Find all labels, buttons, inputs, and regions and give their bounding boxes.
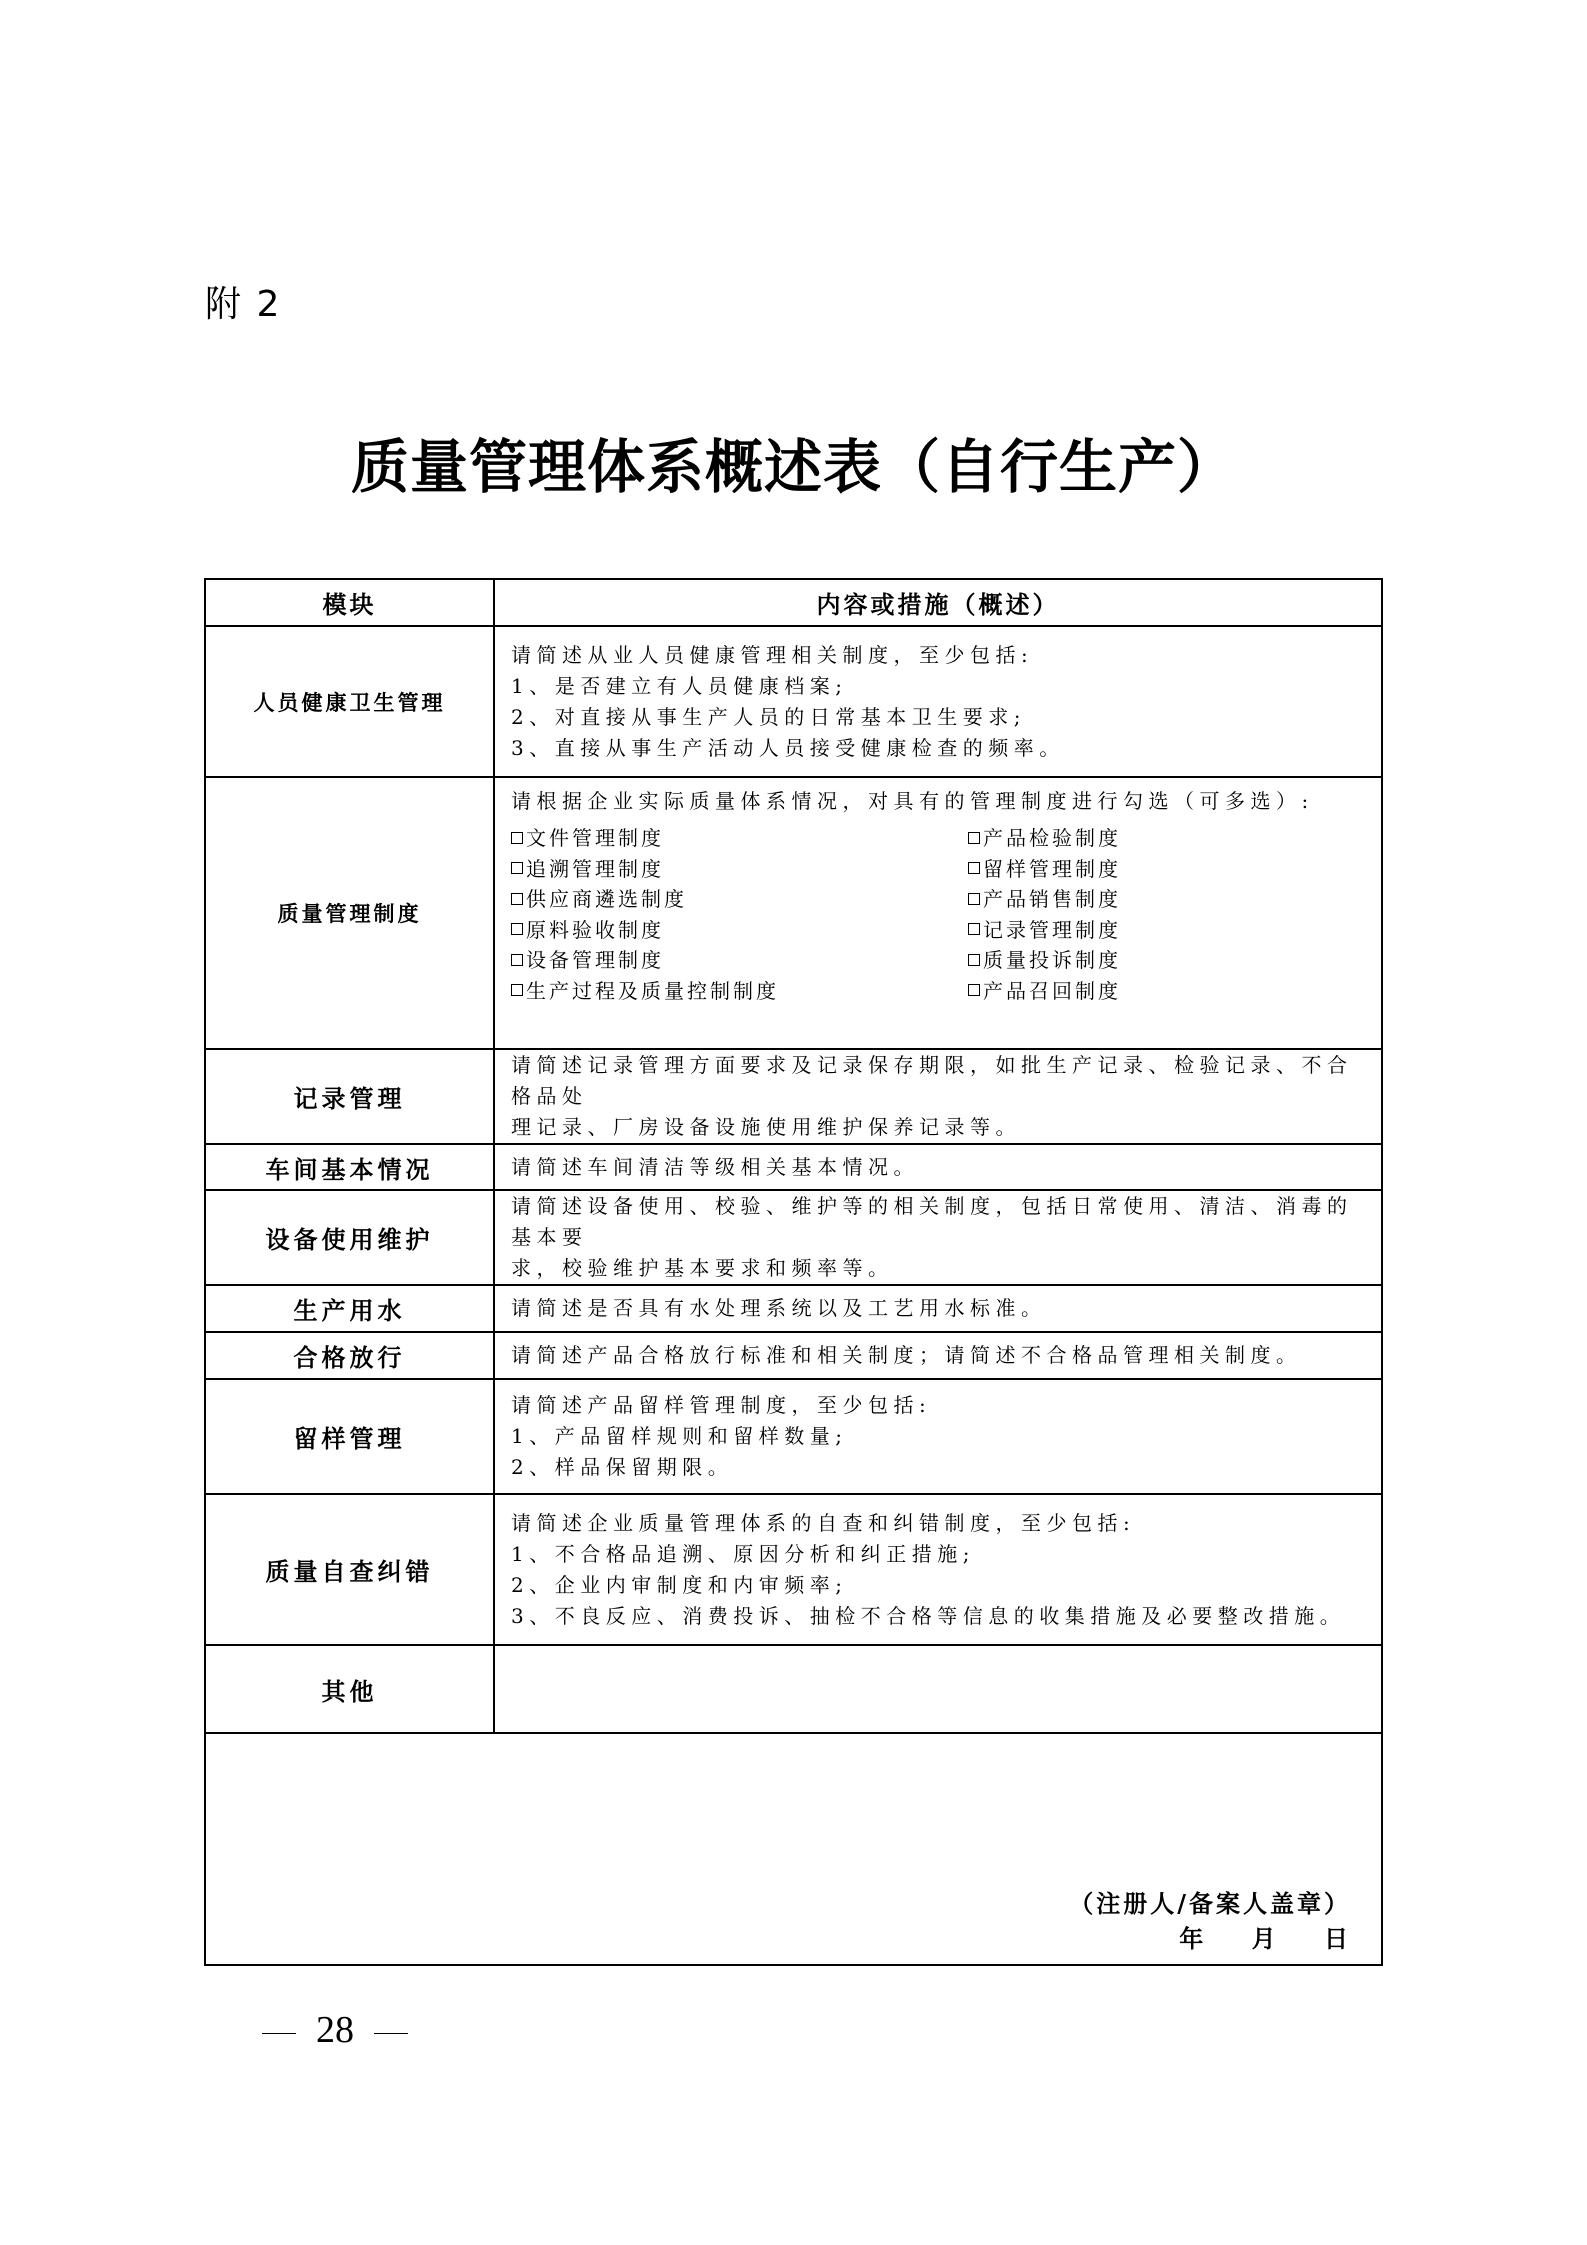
content-line: 1、不合格品追溯、原因分析和纠正措施;: [511, 1541, 975, 1566]
checkbox-item[interactable]: 质量投诉制度: [968, 945, 1369, 976]
page-title: 质量管理体系概述表（自行生产）: [350, 433, 1236, 501]
header-module: 模块: [205, 579, 494, 626]
content-cell[interactable]: [494, 1144, 1382, 1190]
module-cell: 合格放行: [205, 1332, 494, 1379]
content-cell: [494, 777, 1382, 1049]
content-line: 请简述从业人员健康管理相关制度，至少包括:: [511, 642, 1034, 667]
content-cell[interactable]: [494, 1285, 1382, 1332]
module-cell: 设备使用维护: [205, 1190, 494, 1285]
checkbox-item[interactable]: 记录管理制度: [968, 915, 1369, 946]
table-row: [205, 1049, 1382, 1144]
content-line: 理记录、厂房设备设施使用维护保养记录等。: [511, 1115, 1021, 1139]
content-cell[interactable]: [494, 1494, 1382, 1645]
date-year: 年: [1179, 1924, 1207, 1953]
table-row: [205, 777, 1382, 1049]
content-cell[interactable]: [494, 1190, 1382, 1285]
module-cell: 质量管理制度: [205, 777, 494, 1049]
content-line: 1、是否建立有人员健康档案;: [511, 673, 848, 698]
checkbox-icon[interactable]: [511, 984, 523, 996]
signature-block: [1069, 1886, 1351, 1956]
checkbox-item[interactable]: 追溯管理制度: [511, 854, 968, 885]
module-cell: 记录管理: [205, 1049, 494, 1144]
table-row: [205, 1645, 1382, 1733]
content-line: 请简述设备使用、校验、维护等的相关制度，包括日常使用、清洁、消毒的基本要: [511, 1194, 1353, 1249]
table-row: [205, 1190, 1382, 1285]
checkbox-icon[interactable]: [968, 984, 980, 996]
checkbox-icon[interactable]: [968, 862, 980, 874]
table-row: [205, 1144, 1382, 1190]
checkbox-grid: [511, 823, 1369, 1006]
signature-cell: [205, 1733, 1382, 1965]
checkbox-item[interactable]: 产品召回制度: [968, 976, 1369, 1007]
content-line: 求，校验维护基本要求和频率等。: [511, 1256, 894, 1280]
checkbox-icon[interactable]: [511, 832, 523, 844]
checkbox-item[interactable]: 供应商遴选制度: [511, 884, 968, 915]
module-cell: 留样管理: [205, 1379, 494, 1494]
content-line: 请简述企业质量管理体系的自查和纠错制度，至少包括:: [511, 1510, 1136, 1535]
table-row: [205, 1494, 1382, 1645]
date-month: 月: [1251, 1924, 1279, 1953]
checkbox-item[interactable]: 原料验收制度: [511, 915, 968, 946]
checkbox-item[interactable]: 留样管理制度: [968, 854, 1369, 885]
content-intro: 请根据企业实际质量体系情况，对具有的管理制度进行勾选（可多选）:: [511, 789, 1314, 813]
table-row: [205, 1332, 1382, 1379]
checkbox-item[interactable]: 设备管理制度: [511, 945, 968, 976]
checkbox-item[interactable]: 产品销售制度: [968, 884, 1369, 915]
checkbox-icon[interactable]: [511, 862, 523, 874]
content-line: 请简述车间清洁等级相关基本情况。: [511, 1154, 919, 1179]
header-content: 内容或措施（概述）: [494, 579, 1382, 626]
checkbox-item[interactable]: 产品检验制度: [968, 823, 1369, 854]
checkbox-icon[interactable]: [511, 893, 523, 905]
checkbox-icon[interactable]: [511, 923, 523, 935]
content-line: 请简述产品合格放行标准和相关制度；请简述不合格品管理相关制度。: [511, 1343, 1302, 1367]
signature-row: [205, 1733, 1382, 1965]
table-row: [205, 626, 1382, 777]
module-cell: 质量自查纠错: [205, 1494, 494, 1645]
content-line: 2、样品保留期限。: [511, 1455, 734, 1479]
checkbox-item[interactable]: 文件管理制度: [511, 823, 968, 854]
content-line: 2、企业内审制度和内审频率;: [511, 1572, 848, 1597]
table-row: [205, 1285, 1382, 1332]
content-line: 请简述记录管理方面要求及记录保存期限，如批生产记录、检验记录、不合格品处: [511, 1053, 1353, 1108]
content-cell[interactable]: [494, 1379, 1382, 1494]
content-line: 3、不良反应、消费投诉、抽检不合格等信息的收集措施及必要整改措施。: [511, 1603, 1346, 1628]
module-cell: 生产用水: [205, 1285, 494, 1332]
content-line: 1、产品留样规则和留样数量;: [511, 1424, 848, 1448]
checkbox-icon[interactable]: [511, 954, 523, 966]
checkbox-icon[interactable]: [968, 893, 980, 905]
content-cell[interactable]: [494, 1332, 1382, 1379]
module-cell: 车间基本情况: [205, 1144, 494, 1190]
checkbox-icon[interactable]: [968, 923, 980, 935]
dash-right: [374, 2033, 408, 2034]
table-header-row: [205, 579, 1382, 626]
date-line: [1069, 1921, 1351, 1956]
seal-label: （注册人/备案人盖章）: [1069, 1889, 1351, 1918]
checkbox-item[interactable]: 生产过程及质量控制制度: [511, 976, 968, 1007]
page-number: 28: [242, 2008, 428, 2052]
module-cell: 人员健康卫生管理: [205, 626, 494, 777]
checkbox-icon[interactable]: [968, 832, 980, 844]
dash-left: [262, 2033, 296, 2034]
content-cell[interactable]: [494, 1049, 1382, 1144]
checkbox-icon[interactable]: [968, 954, 980, 966]
content-line: 2、对直接从事生产人员的日常基本卫生要求;: [511, 704, 1026, 729]
annex-label: 附 2: [205, 284, 282, 325]
content-cell-other[interactable]: [494, 1645, 1382, 1733]
content-line: 3、直接从事生产活动人员接受健康检查的频率。: [511, 735, 1065, 760]
date-day: 日: [1324, 1924, 1351, 1953]
quality-system-table: [204, 578, 1383, 1966]
module-cell: 其他: [205, 1645, 494, 1733]
table-row: [205, 1379, 1382, 1494]
content-cell[interactable]: [494, 626, 1382, 777]
content-line: 请简述产品留样管理制度，至少包括:: [511, 1393, 932, 1417]
content-line: 请简述是否具有水处理系统以及工艺用水标准。: [511, 1296, 1047, 1320]
